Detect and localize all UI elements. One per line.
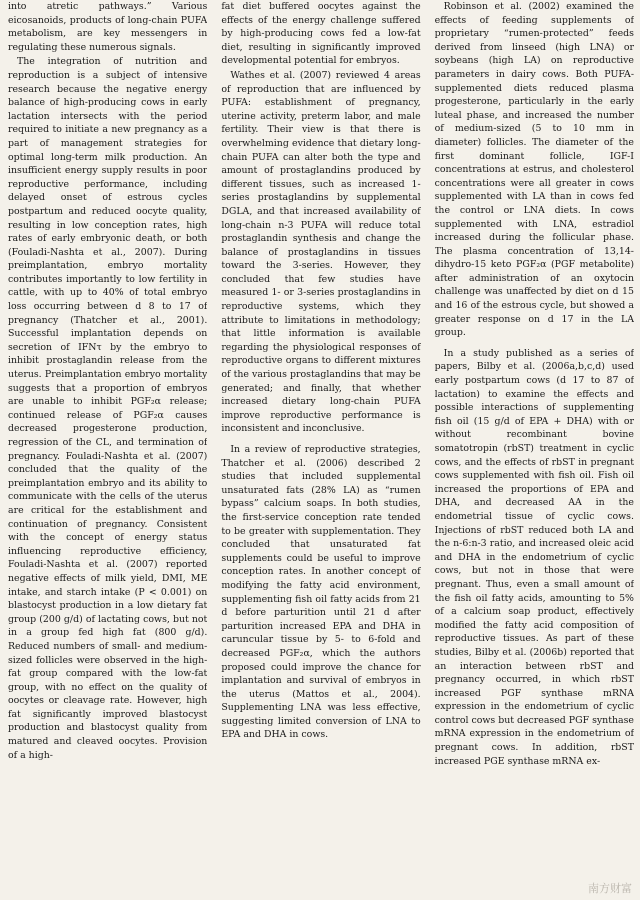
paragraph: In a study published as a series of papers, Bilby et al. (2006a,b,c,d) used early postpartum cows (d 17 to 87 of lactation) to examine the effects and possible interactions of supplementing fish oil (15 g/d of EPA + DHA) with or without recombinant bovine somatotropin (rbST) treatment in cyclic cows, and the effects of rbST in pregnant cows supplemented with fish oil. Fish oil increased the proportions of EPA and DHA, and decreased AA in the endometrial tissue of cyclic cows. Injections of rbST reduced both LA and the n-6:n-3 ratio, and increased oleic acid and DHA in the endometrium of cyclic cows, but not in those that were pregnant. Thus, even a small amount of the fish oil fatty acids, amounting to 5% of a calcium soap product, effectively modified the fatty acid composition of reproductive tissues. As part of these studies, Bilby et al. (2006b) reported that an interaction between rbST and pregnancy occurred, in which rbST increased PGF synthase mRNA expression in the endometrium of cyclic control cows but decreased PGF synthase mRNA expression in the endometrium of pregnant cows. In addition, rbST increased PGE synthase mRNA ex- (434, 347, 634, 767)
paragraph: Robinson et al. (2002) examined the effects of feeding supplements of proprietary “rumen-protected” feeds derived from linseed (high LNA) or soybeans (high LA) on reproductive parameters in dairy cows. Both PUFA-supplemented diets reduced plasma progesterone, particularly in the early luteal phase, and increased the number of medium-sized (5 to 10 mm in diameter) follicles. The diameter of the first dominant follicle, IGF-I concentrations at estrus, and cholesterol concentrations were all greater in cows supplemented with LA than in cows fed the control or LNA diets. In cows supplemented with LNA, estradiol increased during the follicular phase. The plasma concentration of 13,14-dihydro-15 keto PGF₂α (PGF metabolite) after administration of an oxytocin challenge was unaffected by diet on d 15 and 16 of the estrous cycle, but showed a greater response on d 17 in the LA group. (434, 1, 634, 339)
paragraph: fat diet buffered oocytes against the effects of the energy challenge suffered by high-producing cows fed a low-fat diet, resulting in significantly improved developmental potential for embryos. (221, 1, 421, 67)
paragraph: Wathes et al. (2007) reviewed 4 areas of reproduction that are influenced by PUFA: establishment of pregnancy, uterine activity, preterm labor, and male fertility. Their view is that there is overwhelming evidence that dietary long-chain PUFA can alter both the type and amount of prostaglandins produced by different tissues, such as increased 1-series prostaglandins by supplemental DGLA, and that increased availability of long-chain n-3 PUFA will reduce total prostaglandin synthesis and change the balance of prostaglandins in tissues toward the 3-series. However, they concluded that few studies have measured 1- or 3-series prostaglandins in reproductive systems, which they attribute to limitations in methodology; that little information is available regarding the physiological responses of reproductive organs to different mixtures of the various prostaglandins that may be generated; and finally, that whether increased dietary long-chain PUFA improve reproductive performance is inconsistent and inconclusive. (221, 69, 421, 435)
paragraph: In a review of reproductive strategies, Thatcher et al. (2006) described 2 studies that included supplemental unsaturated fats (28% LA) as “rumen bypass” calcium soaps. In both studies, the first-service conception rate tended to be greater with supplementation. They concluded that unsaturated fat supplements could be useful to improve conception rates. In another concept of modifying the fatty acid environment, supplementing fish oil fatty acids from 21 d before parturition until 21 d after parturition increased EPA and DHA in caruncular tissue by 5- to 6-fold and decreased PGF₂α, which the authors proposed could improve the chance for implantation and survival of embryos in the uterus (Mattos et al., 2004). Supplementing LNA was less effective, suggesting limited conversion of LNA to EPA and DHA in cows. (221, 444, 421, 741)
text-column-2 (221, 0, 420, 900)
paragraph: The integration of nutrition and reproduction is a subject of intensive research because the negative energy balance of high-producing cows in early lactation intersects with the period required to initiate a new pregnancy as a part of management strategies for optimal long-term milk production. An insufficient energy supply results in poor reproductive performance, including delayed onset of estrous cycles postpartum and reduced oocyte quality, resulting in low conception rates, high rates of early embryonic death, or both (Fouladi-Nashta et al., 2007). During preimplantation, embryo mortality contributes importantly to low fertility in cattle, with up to 40% of total embryo loss occurring between d 8 to 17 of pregnancy (Thatcher et al., 2001). Successful implantation depends on secretion of IFNτ by the embryo to inhibit prostaglandin release from the uterus. Preimplantation embryo mortality suggests that a proportion of embryos are unable to inhibit PGF₂α release; continued release of PGF₂α causes decreased progesterone production, regression of the CL, and termination of pregnancy. Fouladi-Nashta et al. (2007) concluded that the quality of the preimplantation embryo and its ability to communicate with the cells of the uterus are critical for the establishment and continuation of pregnancy. Consistent with the concept of energy status influencing reproductive efficiency, Fouladi-Nashta et al. (2007) reported negative effects of milk yield, DMI, ME intake, and starch intake (P < 0.001) on blastocyst production in a low dietary fat group (200 g/d) of lactating cows, but not in a group fed high fat (800 g/d). Reduced numbers of small- and medium-sized follicles were observed in the high-fat group compared with the low-fat group, with no effect on the quality of oocytes or cleavage rate. However, high fat significantly improved blastocyst production and blastocyst quality from matured and cleaved oocytes. Provision of a high- (8, 56, 208, 761)
paragraph: into atretic pathways.” Various eicosanoids, products of long-chain PUFA metabolism, are key messengers in regulating these numerous signals. (8, 1, 208, 53)
text-column-1 (8, 0, 207, 900)
text-column-3 (435, 0, 634, 900)
watermark: 南方财富 (588, 883, 632, 895)
